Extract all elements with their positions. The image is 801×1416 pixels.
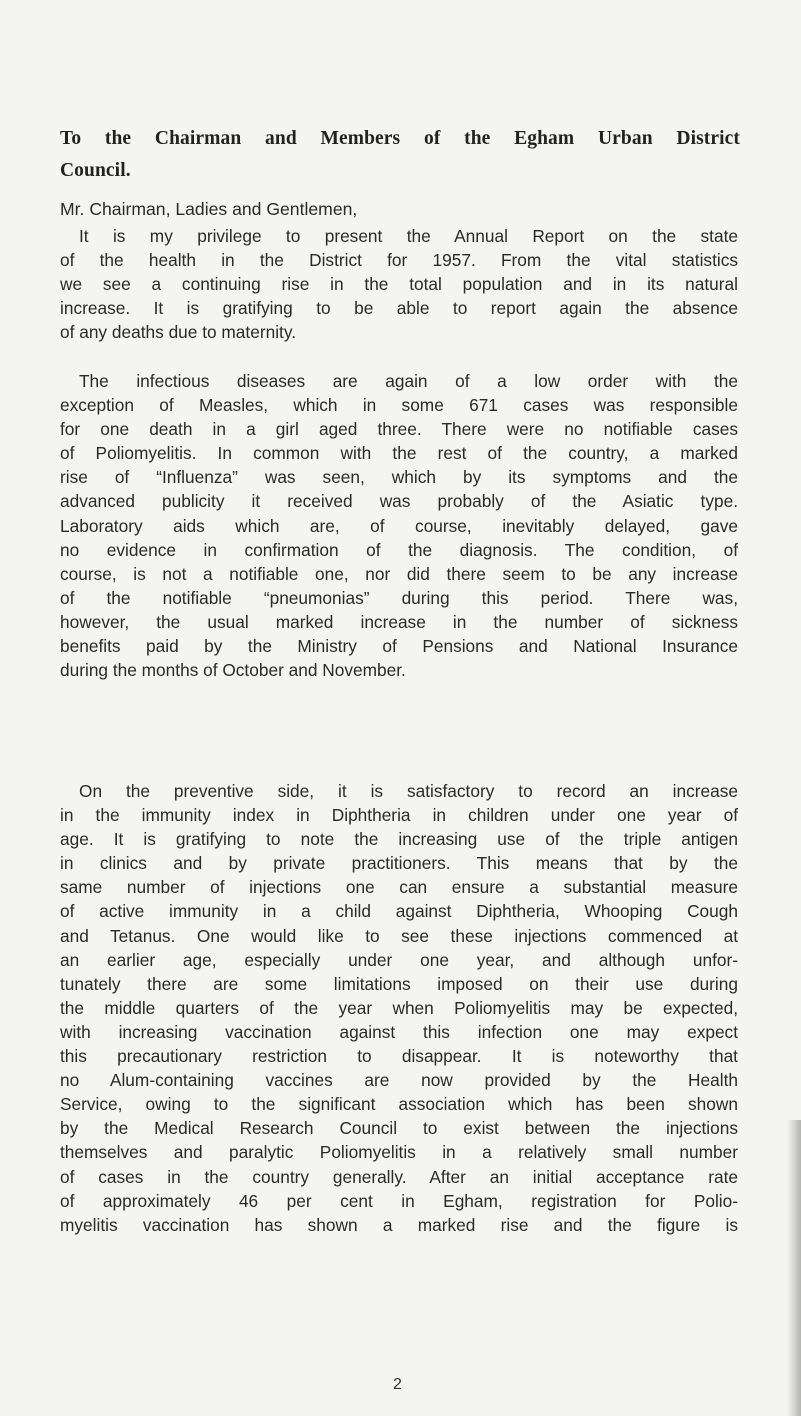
text-line: we see a continuing rise in the total population and in its natural — [60, 274, 738, 295]
text-line: myelitis vaccination has shown a marked rise and the figure is — [60, 1214, 738, 1235]
scan-edge-shadow — [787, 1120, 801, 1416]
text-line: no Alum-containing vaccines are now provided by the Health — [60, 1070, 738, 1091]
text-line: the middle quarters of the year when Poliomyelitis may be expected, — [60, 997, 738, 1018]
text-line: themselves and paralytic Poliomyelitis in a relatively small number — [60, 1142, 738, 1163]
text-line: of active immunity in a child against Diphtheria, Whooping Cough — [60, 901, 738, 922]
heading-line: Council. — [60, 160, 131, 181]
text-line: rise of “Influenza” was seen, which by its symptoms and the — [60, 467, 738, 488]
text-line: Service, owing to the significant association which has been shown — [60, 1094, 738, 1115]
text-line: same number of injections one can ensure a substantial measure — [60, 877, 738, 898]
text-line: course, is not a notifiable one, nor did there seem to be any increase — [60, 563, 738, 584]
text-line: during the months of October and November. — [60, 660, 406, 681]
text-line: however, the usual marked increase in the number of sickness — [60, 611, 738, 632]
text-line: with increasing vaccination against this infection one may expect — [60, 1021, 738, 1042]
text-line: in the immunity index in Diphtheria in children under one year of — [60, 805, 738, 826]
text-line: of any deaths due to maternity. — [60, 322, 296, 343]
paragraph-infectious-diseases — [60, 369, 738, 682]
text-line: tunately there are some limitations imposed on their use during — [60, 973, 738, 994]
text-line: for one death in a girl aged three. There were no notifiable cases — [60, 419, 738, 440]
text-line: of approximately 46 per cent in Egham, registration for Polio- — [60, 1190, 738, 1211]
text-line: by the Medical Research Council to exist between the injections — [60, 1118, 738, 1139]
text-line: this precautionary restriction to disappear. It is noteworthy that — [60, 1046, 738, 1067]
text-line: of Poliomyelitis. In common with the rest of the country, a marked — [60, 443, 738, 464]
text-line: advanced publicity it received was probably of the Asiatic type. — [60, 491, 738, 512]
text-line: no evidence in confirmation of the diagnosis. The condition, of — [60, 539, 738, 560]
text-line: exception of Measles, which in some 671 cases was responsible — [60, 395, 738, 416]
text-line: It is my privilege to present the Annual Report on the state — [79, 226, 738, 246]
text-line: and Tetanus. One would like to see these injections commenced at — [60, 925, 738, 946]
text-line: age. It is gratifying to note the increasing use of the triple antigen — [60, 829, 738, 850]
address-heading — [60, 123, 740, 187]
salutation: Mr. Chairman, Ladies and Gentlemen, — [60, 199, 358, 219]
text-line: On the preventive side, it is satisfactory to record an increase — [79, 781, 738, 801]
text-line: of the health in the District for 1957. From the vital statistics — [60, 250, 738, 271]
text-line: of cases in the country generally. After an initial acceptance rate — [60, 1166, 738, 1187]
heading-line: To the Chairman and Members of the Egham Urban District — [60, 128, 740, 149]
paragraph-preventive-side — [60, 779, 738, 1237]
text-line: Laboratory aids which are, of course, inevitably delayed, gave — [60, 515, 738, 536]
text-line: benefits paid by the Ministry of Pensions and National Insurance — [60, 636, 738, 657]
paragraph-report-intro — [60, 224, 738, 344]
page-number: 2 — [393, 1376, 402, 1393]
text-line: The infectious diseases are again of a low order with the — [79, 371, 738, 391]
text-line: in clinics and by private practitioners. This means that by the — [60, 853, 738, 874]
text-line: increase. It is gratifying to be able to report again the absence — [60, 298, 738, 319]
text-line: of the notifiable “pneumonias” during this period. There was, — [60, 587, 738, 608]
text-line: an earlier age, especially under one year, and although unfor- — [60, 949, 738, 970]
